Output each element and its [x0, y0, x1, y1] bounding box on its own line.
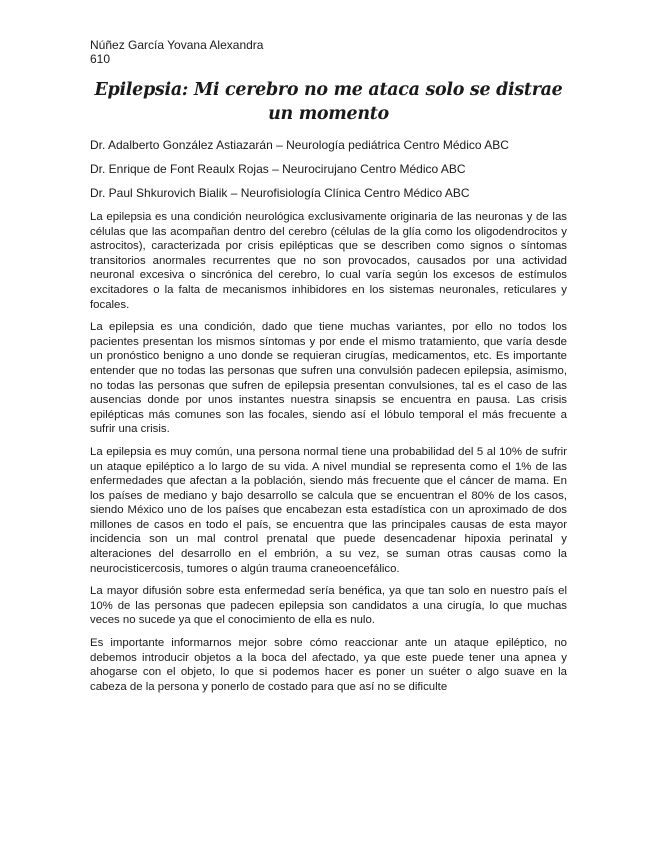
- body-paragraph: La epilepsia es muy común, una persona normal tiene una probabilidad del 5 al 10% de sufrir un ataque epiléptico a lo largo de su vida. A nivel mundial se representa como el 1% de las enfermedades que afectan a la población, siendo más frecuente que el cáncer de mama. En los países de mediano y bajo desarrollo se calcula que se encuentran el 80% de los casos, siendo México uno de los países que encabezan esta estadística con un aproximado de dos millones de casos en todo el país, se encuentra que las principales causas de esta mayor incidencia son un mal control prenatal que puede desencadenar hipoxia perinatal y alteraciones del desarrollo en el embrión, a su vez, se suman otras causas como la neurocisticercosis, tumores o algún trauma craneoencefálico.: [90, 445, 567, 575]
- body-paragraph: La mayor difusión sobre esta enfermedad sería benéfica, ya que tan solo en nuestro país el 10% de las personas que padecen epilepsia son candidatos a una cirugía, lo que muchas veces no sucede ya que el conocimiento de ella es nulo.: [90, 585, 567, 627]
- document-title: Epilepsia: Mi cerebro no me ataca solo se distrae un momento: [94, 80, 563, 124]
- author-group: 610: [90, 52, 111, 66]
- body-paragraph: Es importante informarnos mejor sobre cómo reaccionar ante un ataque epiléptico, no debemos introducir objetos a la boca del afectado, ya que este puede tener una apnea y ahogarse con el objeto, lo que si podemos hacer es poner un suéter o algo suave en la cabeza de la persona y ponerlo de costado para que así no se dificulte: [90, 637, 567, 693]
- body-paragraph: La epilepsia es una condición neurológica exclusivamente originaria de las neuronas y de las células que las acompañan dentro del cerebro (células de la glía como los oligodendrocitos y astrocitos), caracterizada por crisis epilépticas que se describen como signos o síntomas transitorios anormales recurrentes que no son provocados, causados por una actividad neuronal excesiva o sincrónica del cerebro, lo cual varía según los excesos de estímulos excitadores o la falta de mecanismos inhibidores en los sistemas neuronales, reticulares y focales.: [90, 211, 567, 311]
- credit-line: Dr. Adalberto González Astiazarán – Neurología pediátrica Centro Médico ABC: [90, 138, 509, 152]
- body-paragraph: La epilepsia es una condición, dado que tiene muchas variantes, por ello no todos los pacientes presentan los mismos síntomas y por ende el mismo tratamiento, que varía desde un pronóstico benigno a uno donde se requieran cirugías, medicamentos, etc. Es importante entender que no todas las personas que sufren una convulsión padecen epilepsia, asimismo, no todas las personas que sufren de epilepsia presentan convulsiones, tal es el caso de las ausencias donde por unos instantes nuestra sinapsis se encuentra en pausa. Las crisis epilépticas más comunes son las focales, siendo así el lóbulo temporal el más frecuente a sufrir una crisis.: [90, 321, 567, 436]
- author-name: Núñez García Yovana Alexandra: [90, 38, 264, 52]
- credit-line: Dr. Paul Shkurovich Bialik – Neurofisiología Clínica Centro Médico ABC: [90, 186, 470, 200]
- credit-line: Dr. Enrique de Font Reaulx Rojas – Neurocirujano Centro Médico ABC: [90, 162, 466, 176]
